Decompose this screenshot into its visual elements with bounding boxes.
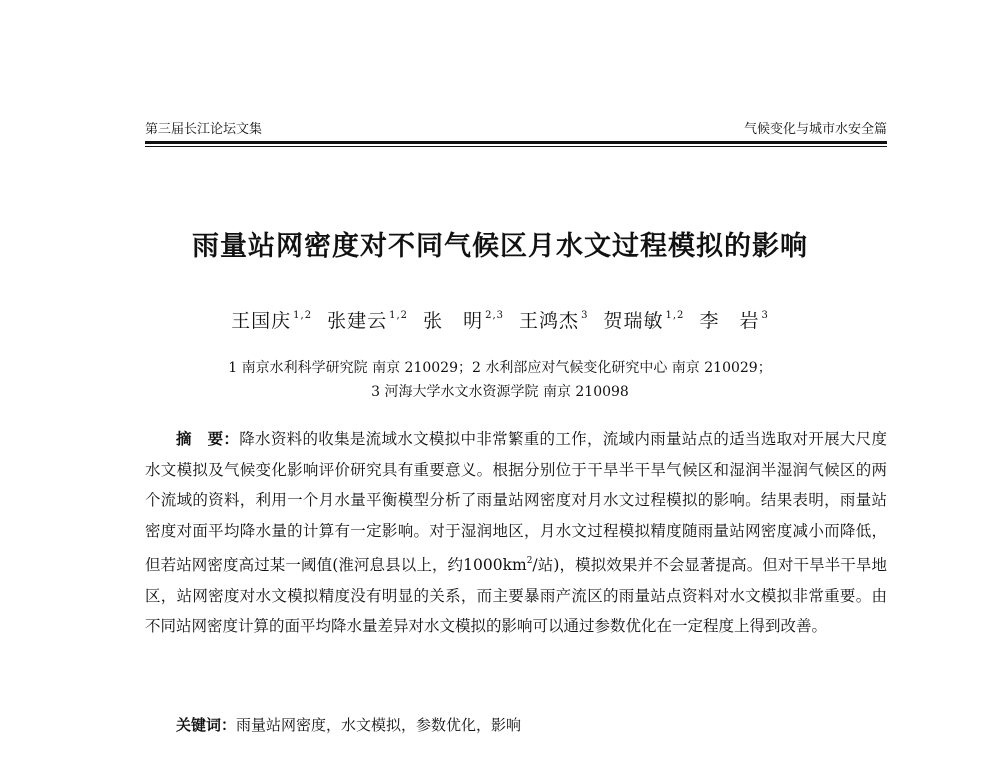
header-rule-thick: [145, 141, 887, 144]
running-header: [145, 120, 887, 140]
author-4: [519, 310, 588, 332]
abstract-superscript: 2: [526, 556, 533, 566]
abstract-text-part-1: 降水资料的收集是流域水文模拟中非常繁重的工作，流域内雨量站点的适当选取对开展大尺度水文模拟及气候变化影响评价研究具有重要意义。根据分别位于干旱半干旱气候区和湿润半湿润气候区的两个流域的资料，利用一个月水量平衡模型分析了雨量站网密度对月水文过程模拟的影响。结果表明，雨量站密度对面平均降水量的计算有一定影响。对于湿润地区，月水文过程模拟精度随雨量站网密度减小而降低，但若站网密度高过某一阈值(淮河息县以上，约1000km: [145, 430, 887, 574]
running-header-left: 第三届长江论坛文集: [145, 122, 263, 137]
abstract-label: 摘 要：: [176, 429, 240, 448]
keywords-label: 关键词：: [176, 716, 237, 734]
running-header-right: 气候变化与城市水安全篇: [743, 122, 887, 137]
author-name: 李 岩: [699, 310, 760, 332]
author-affiliation-mark: 1,2: [665, 310, 685, 321]
affiliation-line-1: 1 南京水利科学研究院 南京 210029；2 水利部应对气候变化研究中心 南京 210029；: [228, 360, 772, 376]
author-name: 王国庆: [231, 310, 292, 332]
author-3: [423, 310, 504, 332]
paper-title: 雨量站网密度对不同气候区月水文过程模拟的影响: [192, 231, 808, 262]
keywords: [176, 713, 887, 737]
author-affiliation-mark: 3: [761, 310, 769, 321]
author-1: [231, 310, 312, 332]
abstract: [145, 424, 887, 642]
abstract-text-part-2: /站)，模拟效果并不会显著提高。但对干旱半干旱地区，站网密度对水文模拟精度没有明显的关系，而主要暴雨产流区的雨量站点资料对水文模拟非常重要。由不同站网密度计算的面平均降水量差异对水文模拟的影响可以通过参数优化在一定程度上得到改善。: [145, 556, 887, 635]
author-6: [699, 310, 768, 332]
header-rule-thin: [145, 146, 887, 147]
keywords-text: 雨量站网密度，水文模拟，参数优化，影响: [236, 716, 522, 734]
author-affiliation-mark: 1,2: [389, 310, 409, 321]
author-name: 王鸿杰: [519, 310, 580, 332]
author-name: 张 明: [423, 310, 484, 332]
author-5: [603, 310, 684, 332]
abstract-paragraph: [145, 424, 887, 642]
author-list: [0, 306, 1000, 333]
author-affiliation-mark: 1,2: [293, 310, 313, 321]
author-affiliation-mark: 3: [581, 310, 589, 321]
author-affiliation-mark: 2,3: [485, 310, 504, 321]
author-name: 张建云: [327, 310, 388, 332]
author-name: 贺瑞敏: [603, 310, 664, 332]
affiliation-line-2: 3 河海大学水文水资源学院 南京 210098: [371, 384, 629, 400]
author-2: [327, 310, 408, 332]
